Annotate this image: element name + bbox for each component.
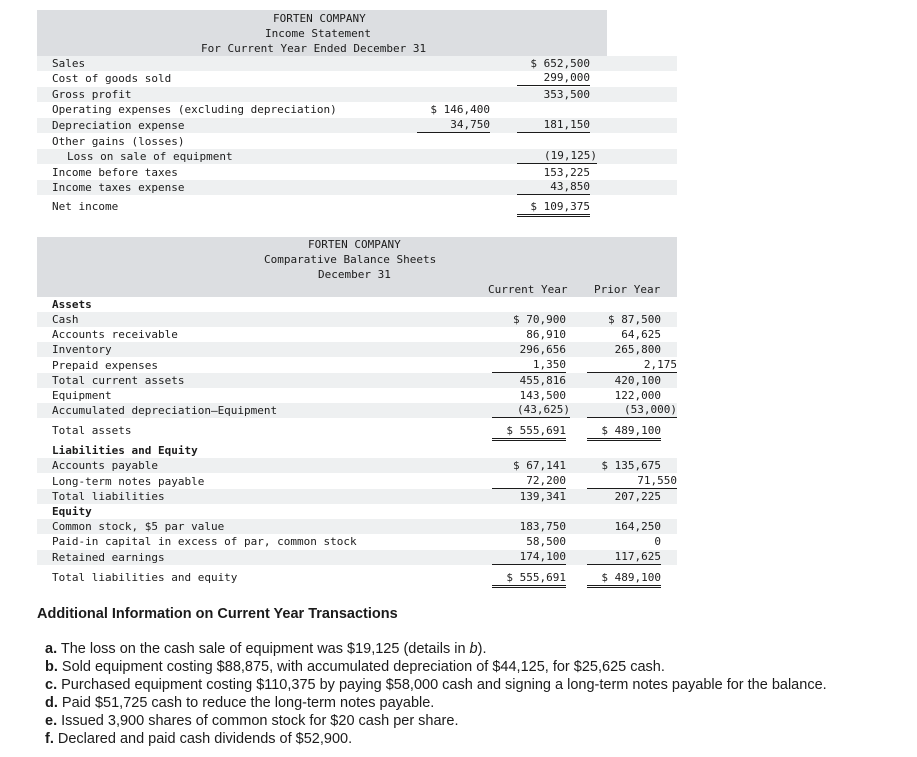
balance-row bbox=[37, 403, 677, 418]
balance-row bbox=[37, 373, 677, 388]
income-row-label: Income before taxes bbox=[52, 166, 178, 179]
balance-row bbox=[37, 358, 677, 373]
income-row bbox=[37, 165, 677, 180]
balance-row bbox=[37, 458, 677, 473]
balance-row-prior: 207,225 bbox=[614, 490, 661, 503]
balance-row-label: Accounts payable bbox=[52, 459, 158, 472]
balance-row-current: 1,350 bbox=[492, 358, 566, 373]
balance-row-prior: 64,625 bbox=[621, 328, 661, 341]
balance-row-current: 58,500 bbox=[526, 535, 566, 548]
income-row bbox=[37, 71, 677, 86]
balance-section-heading bbox=[37, 504, 677, 519]
balance-section-heading bbox=[37, 297, 677, 312]
income-row-right: 181,150 bbox=[517, 118, 590, 133]
income-row-mid: 34,750 bbox=[417, 118, 490, 133]
balance-row-prior: 122,000 bbox=[614, 389, 661, 402]
balance-row-current: 174,100 bbox=[492, 550, 566, 565]
balance-row-prior: (53,000) bbox=[587, 403, 677, 418]
income-row bbox=[37, 199, 677, 214]
balance-row-prior: 420,100 bbox=[614, 374, 661, 387]
balance-row-label: Total liabilities bbox=[52, 490, 165, 503]
income-row-label: Net income bbox=[52, 200, 119, 213]
additional-item-c bbox=[45, 676, 827, 694]
balance-row-current: $ 70,900 bbox=[513, 313, 566, 326]
balance-row-label: Inventory bbox=[52, 343, 112, 356]
income-row-label: Depreciation expense bbox=[52, 119, 185, 132]
income-statement-title: Income Statement bbox=[265, 27, 371, 40]
balance-row-label: Accumulated depreciation—Equipment bbox=[52, 404, 278, 417]
additional-item-text: Declared and paid cash dividends of $52,900. bbox=[57, 731, 353, 747]
balance-row-label: Equity bbox=[52, 505, 92, 518]
additional-item-text: Paid $51,725 cash to reduce the long-term notes payable. bbox=[61, 695, 435, 711]
income-row-label: Cost of goods sold bbox=[52, 72, 172, 85]
income-row-right: 43,850 bbox=[517, 180, 590, 195]
additional-item-tail: ). bbox=[477, 641, 487, 657]
balance-row-label: Prepaid expenses bbox=[52, 359, 158, 372]
balance-row-prior: 164,250 bbox=[614, 520, 661, 533]
balance-row-current: 143,500 bbox=[519, 389, 566, 402]
income-statement-header bbox=[37, 10, 607, 56]
income-row-label: Gross profit bbox=[52, 88, 132, 101]
balance-row bbox=[37, 489, 677, 504]
balance-row-current: $ 555,691 bbox=[492, 570, 566, 588]
income-row-label: Sales bbox=[52, 57, 86, 70]
income-row-right: (19,125) bbox=[517, 149, 597, 164]
balance-row-prior: $ 135,675 bbox=[601, 459, 661, 472]
income-row-mid: $ 146,400 bbox=[430, 103, 490, 116]
income-row bbox=[37, 134, 677, 149]
additional-item-letter: b. bbox=[45, 659, 58, 675]
balance-row-label: Long-term notes payable bbox=[52, 475, 205, 488]
balance-row-prior: 71,550 bbox=[587, 474, 677, 489]
additional-item-text: Sold equipment costing $88,875, with accumulated depreciation of $44,125, for $25,625 cash. bbox=[61, 659, 665, 675]
income-row bbox=[37, 56, 677, 71]
additional-item-letter: c. bbox=[45, 677, 58, 693]
balance-row-label: Liabilities and Equity bbox=[52, 444, 198, 457]
balance-row-label: Retained earnings bbox=[52, 551, 165, 564]
income-row bbox=[37, 149, 677, 164]
additional-item-a bbox=[45, 640, 486, 658]
balance-row-current: $ 555,691 bbox=[492, 423, 566, 441]
balance-row-prior: 117,625 bbox=[587, 550, 661, 565]
balance-sheet bbox=[37, 237, 677, 584]
balance-row-current: (43,625) bbox=[492, 403, 570, 418]
balance-row-label: Total current assets bbox=[52, 374, 185, 387]
income-row bbox=[37, 102, 677, 117]
additional-item-text: The loss on the cash sale of equipment was $19,125 (details in bbox=[60, 641, 470, 657]
balance-row-label: Paid-in capital in excess of par, common stock bbox=[52, 535, 357, 548]
balance-row-label: Cash bbox=[52, 313, 79, 326]
additional-item-e bbox=[45, 712, 458, 730]
balance-row bbox=[37, 388, 677, 403]
balance-row-current: 183,750 bbox=[519, 520, 566, 533]
income-row-right: $ 109,375 bbox=[517, 199, 590, 217]
balance-row-prior: 0 bbox=[654, 535, 661, 548]
additional-item-d bbox=[45, 694, 434, 712]
balance-section-heading bbox=[37, 443, 677, 458]
additional-item-text: Issued 3,900 shares of common stock for $20 cash per share. bbox=[61, 713, 459, 729]
income-company-name: FORTEN COMPANY bbox=[273, 12, 366, 25]
balance-statement-title: Comparative Balance Sheets bbox=[264, 253, 437, 266]
balance-company-name: FORTEN COMPANY bbox=[308, 238, 401, 251]
income-row-right: $ 652,500 bbox=[530, 57, 590, 70]
balance-row bbox=[37, 534, 677, 549]
balance-row bbox=[37, 327, 677, 342]
additional-item-letter: f. bbox=[45, 731, 54, 747]
income-row-label: Loss on sale of equipment bbox=[67, 150, 233, 163]
balance-row-current: 86,910 bbox=[526, 328, 566, 341]
income-row-label: Operating expenses (excluding depreciation) bbox=[52, 103, 337, 116]
balance-row-prior: 265,800 bbox=[614, 343, 661, 356]
additional-item-b bbox=[45, 658, 665, 676]
income-row-right: 299,000 bbox=[517, 71, 590, 86]
income-row-label: Income taxes expense bbox=[52, 181, 185, 194]
additional-item-letter: d. bbox=[45, 695, 58, 711]
balance-sheet-header bbox=[37, 237, 677, 297]
balance-row bbox=[37, 519, 677, 534]
balance-row-current: 139,341 bbox=[519, 490, 566, 503]
balance-row-current: 296,656 bbox=[519, 343, 566, 356]
additional-item-letter: a. bbox=[45, 641, 58, 657]
balance-row-label: Accounts receivable bbox=[52, 328, 178, 341]
balance-row-label: Common stock, $5 par value bbox=[52, 520, 225, 533]
balance-row-current: 72,200 bbox=[492, 474, 566, 489]
balance-row-prior: 2,175 bbox=[587, 358, 677, 373]
balance-row bbox=[37, 342, 677, 357]
balance-row-label: Total liabilities and equity bbox=[52, 571, 238, 584]
additional-item-text: Purchased equipment costing $110,375 by paying $58,000 cash and signing a long-term notes payable for the balance. bbox=[61, 677, 827, 693]
income-row bbox=[37, 118, 677, 133]
additional-item-f bbox=[45, 730, 352, 748]
income-statement bbox=[37, 10, 677, 213]
balance-row bbox=[37, 312, 677, 327]
income-statement-period: For Current Year Ended December 31 bbox=[201, 42, 427, 55]
column-header-prior-year: Prior Year bbox=[594, 283, 661, 296]
balance-row-label: Total assets bbox=[52, 424, 132, 437]
balance-row bbox=[37, 423, 677, 438]
income-row-right: 353,500 bbox=[543, 88, 590, 101]
balance-row-current: 455,816 bbox=[519, 374, 566, 387]
balance-statement-date: December 31 bbox=[318, 268, 391, 281]
income-row-label: Other gains (losses) bbox=[52, 135, 185, 148]
balance-row-prior: $ 489,100 bbox=[587, 570, 661, 588]
balance-row-prior: $ 489,100 bbox=[587, 423, 661, 441]
balance-row-label: Equipment bbox=[52, 389, 112, 402]
additional-item-italic: b bbox=[469, 641, 478, 657]
balance-row bbox=[37, 474, 677, 489]
balance-row bbox=[37, 550, 677, 565]
balance-row-label: Assets bbox=[52, 298, 92, 311]
income-row bbox=[37, 180, 677, 195]
balance-row-prior: $ 87,500 bbox=[608, 313, 661, 326]
additional-info-title: Additional Information on Current Year Transactions bbox=[37, 606, 398, 622]
balance-row bbox=[37, 570, 677, 585]
income-row-right: 153,225 bbox=[543, 166, 590, 179]
column-header-current-year: Current Year bbox=[488, 283, 568, 296]
income-row bbox=[37, 87, 677, 102]
balance-row-current: $ 67,141 bbox=[513, 459, 566, 472]
additional-item-letter: e. bbox=[45, 713, 58, 729]
